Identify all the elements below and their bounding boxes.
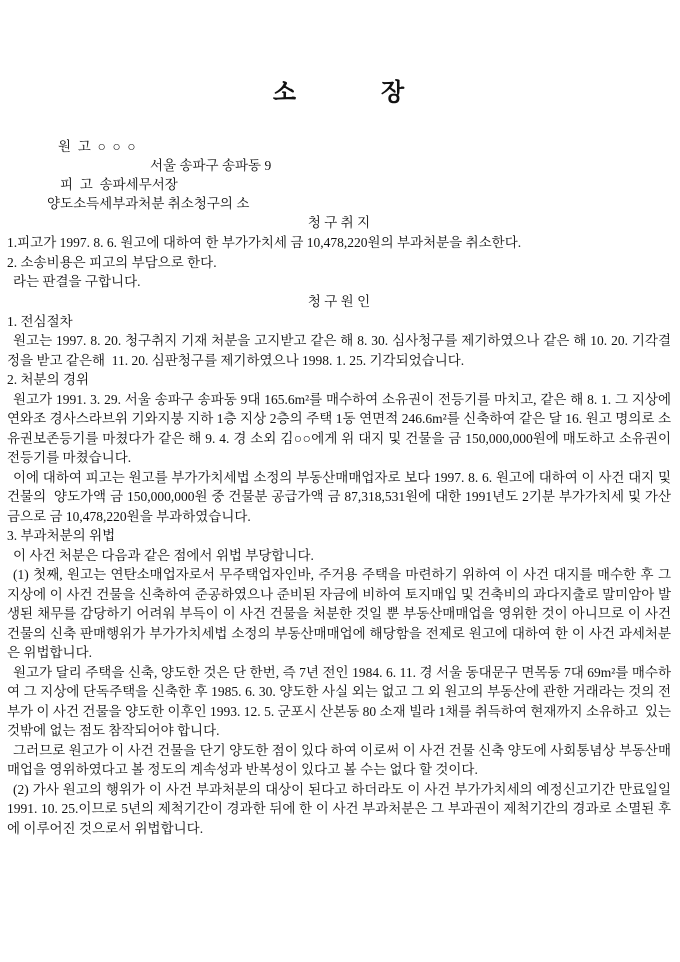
cause-section-3-paragraph-2: 원고가 달리 주택을 신축, 양도한 것은 단 한번, 즉 7년 전인 1984. 6. 11. 경 서울 동대문구 면목동 7대 69m²를 매수하여 그 지상에 단독주택을 신축한 후 1985. 6. 30. 양도한 사실 외는 없고 그 외 원고의 부동산에 관한 거래라는 것의 전부가 이 사건 건물을 양도한 이후인 1993. 12. 5. 군포시 산본동 80 소재 빌라 1채를 취득하여 현재까지 소유하고 있는 것밖에 없는 점도 참작되어야 합니다.: [7, 664, 675, 738]
cause-section-1-title: 1. 전심절차: [7, 313, 73, 329]
cause-section-2-paragraph-2: 이에 대하여 피고는 원고를 부가가치세법 소정의 부동산매매업자로 보다 1997. 8. 6. 원고에 대하여 이 사건 대지 및 건물의 양도가액 금 150,000,000원 중 건물분 공급가액 금 87,318,531원에 대한 1991년도 2기분 부가가치세 및 가산금으로 금 10,478,220원을 부과하였습니다.: [7, 469, 675, 524]
claim-heading: 청 구 취 지: [307, 215, 371, 230]
cause-heading: 청 구 원 인: [307, 293, 371, 309]
defendant-line: 피 고 송파세무서장: [60, 177, 178, 192]
cause-section-1-body: 원고는 1997. 8. 20. 청구취지 기재 처분을 고지받고 같은 해 8. 30. 심사청구를 제기하였으나 같은 해 10. 20. 기각결정을 받고 같은해 11. 20. 심판청구를 제기하였으나 1998. 1. 25. 기각되었습니다.: [7, 333, 671, 368]
cause-section-3-paragraph-3: 그러므로 원고가 이 사건 건물을 단기 양도한 점이 있다 하여 이로써 이 사건 건물 신축 양도에 사회통념상 부동산매매업을 영위하였다고 볼 정도의 계속성과 반복성이 있다고 볼 수는 없다 할 것이다.: [7, 742, 671, 777]
cause-section-2-paragraph-1: 원고가 1991. 3. 29. 서울 송파구 송파동 9대 165.6m²를 매수하여 소유권이 전등기를 마치고, 같은 해 8. 1. 그 지상에 연와조 경사스라브위 기와지붕 지하 1층 지상 2층의 주택 1동 연면적 246.6m²를 신축하여 같은 달 16. 원고 명의로 소유권보존등기를 마쳤다가 같은 해 9. 4. 경 소외 김○○에게 위 대지 및 건물을 금 150,000,000원에 매도하고 소유권이전등기를 마쳤습니다.: [7, 391, 675, 465]
party-header: [7, 137, 671, 213]
document-title: 소 장: [272, 80, 406, 106]
cause-section: [7, 292, 675, 839]
claim-closing: 라는 판결을 구합니다.: [13, 274, 141, 289]
claim-item-1: 1.피고가 1997. 8. 6. 원고에 대하여 한 부가가치세 금 10,478,220원의 부과처분을 취소한다.: [7, 235, 522, 250]
cause-section-3-title: 3. 부과처분의 위법: [7, 528, 116, 543]
cause-section-2-title: 2. 처분의 경위: [7, 372, 90, 387]
cause-section-3-paragraph-1: (1) 첫째, 원고는 연탄소매업자로서 무주택업자인바, 주거용 주택을 마련하기 위하여 이 사건 대지를 매수한 후 그 지상에 이 사건 건물을 신축하여 준공하였으나 준비된 자금에 비하여 토지매입 및 건축비의 과다지출로 말미암아 발생된 채무를 감당하기 어려워 부득이 이 사건 건물을 처분한 것일 뿐 부동산매매업을 영위한 것이 아니므로 이 사건 건물의 신축 판매행위가 부가가치세법 소정의 부동산매매업에 해당함을 전제로 원고에 대하여 한 이 사건 과세처분은 위법합니다.: [7, 567, 675, 660]
claim-section: [7, 213, 671, 292]
plaintiff-address-line: 서울 송파구 송파동 9: [150, 158, 272, 173]
case-name-line: 양도소득세부과처분 취소청구의 소: [47, 196, 250, 211]
cause-section-3-paragraph-4: (2) 가사 원고의 행위가 이 사건 부과처분의 대상이 된다고 하더라도 이 사건 부가가치세의 예정신고기간 만료일일 1991. 10. 25.이므로 5년의 제척기간이 경과한 뒤에 한 이 사건 부과처분은 그 부과권이 제척기간의 경과로 소멸된 후에 이루어진 것으로서 위법합니다.: [7, 781, 675, 836]
cause-section-3-intro: 이 사건 처분은 다음과 같은 점에서 위법 부당합니다.: [13, 547, 314, 563]
plaintiff-line: 원 고 ○ ○ ○: [58, 139, 136, 154]
claim-item-2: 2. 소송비용은 피고의 부담으로 한다.: [7, 254, 217, 270]
